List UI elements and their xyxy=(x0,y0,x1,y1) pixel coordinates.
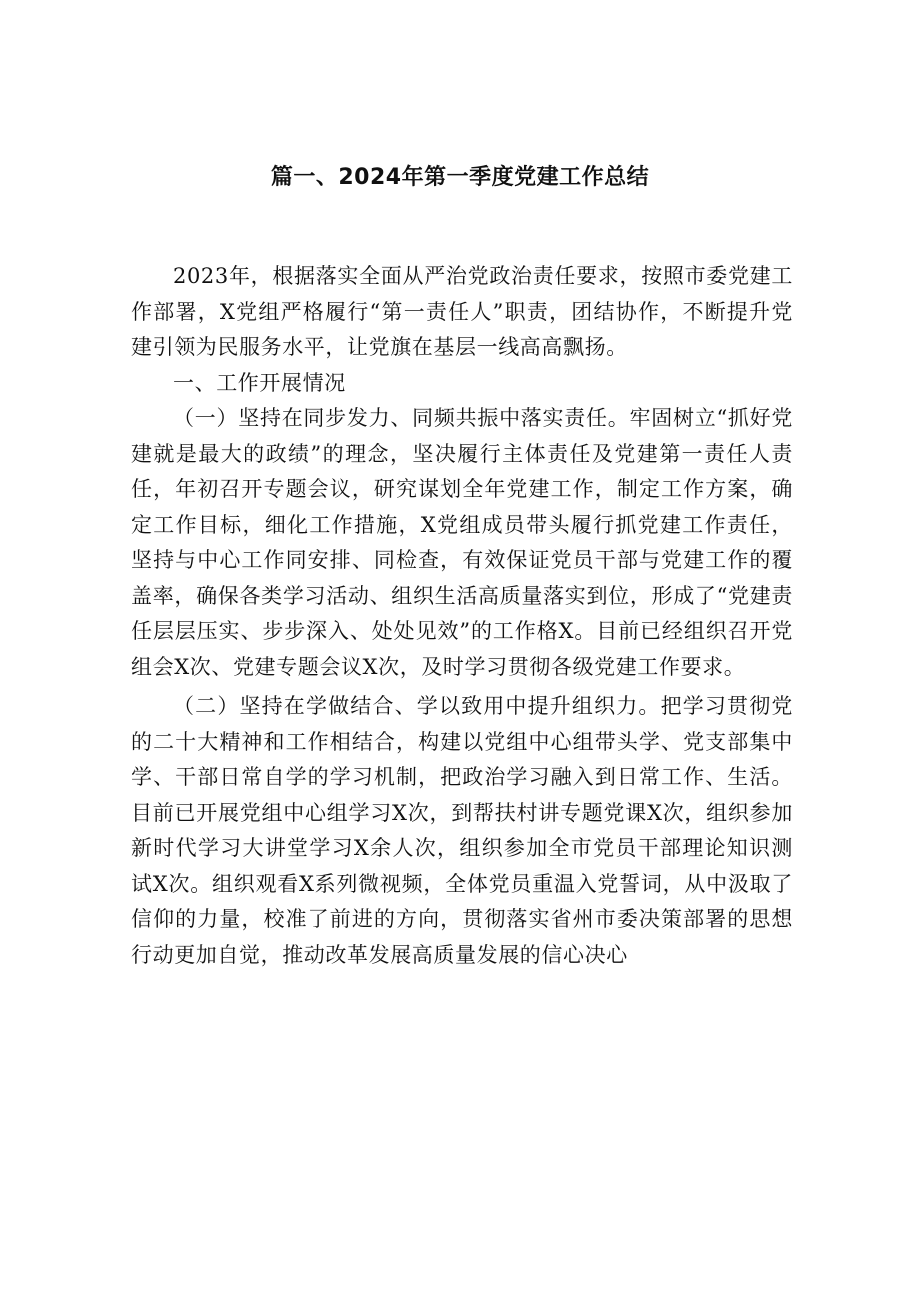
intro-paragraph: 2023年，根据落实全面从严治党政治责任要求，按照市委党建工作部署，X党组严格履行“第一责任人”职责，团结协作，不断提升党建引领为民服务水平，让党旗在基层一线高高飘扬。 xyxy=(131,264,793,359)
section-heading: 一、工作开展情况 xyxy=(173,370,346,395)
paragraph-organization: （二）坚持在学做结合、学以致用中提升组织力。把学习贯彻党的二十大精神和工作相结合，构建以党组中心组带头学、党支部集中学、干部日常自学的学习机制，把政治学习融入到日常工作、生活。目前已开展党组中心组学习X次，到帮扶村讲专题党课X次，组织参加新时代学习大讲堂学习X余人次，组织参加全市党员干部理论知识测试X次。组织观看X系列微视频，全体党员重温入党誓词，从中汲取了信仰的力量，校准了前进的方向，贯彻落实省州市委决策部署的思想行动更加自觉，推动改革发展高质量发展的信心决心 xyxy=(131,694,793,967)
paragraph-responsibility: （一）坚持在同步发力、同频共振中落实责任。牢固树立“抓好党建就是最大的政绩”的理念，坚决履行主体责任及党建第一责任人责任，年初召开专题会议，研究谋划全年党建工作，制定工作方案，确定工作目标，细化工作措施，X党组成员带头履行抓党建工作责任，坚持与中心工作同安排、同检查，有效保证党员干部与党建工作的覆盖率，确保各类学习活动、组织生活高质量落实到位，形成了“党建责任层层压实、步步深入、处处见效”的工作格X。目前已经组织召开党组会X次、党建专题会议X次，及时学习贯彻各级党建工作要求。 xyxy=(131,406,793,679)
document-title: 篇一、2024年第一季度党建工作总结 xyxy=(270,165,650,190)
document-body xyxy=(131,259,793,973)
